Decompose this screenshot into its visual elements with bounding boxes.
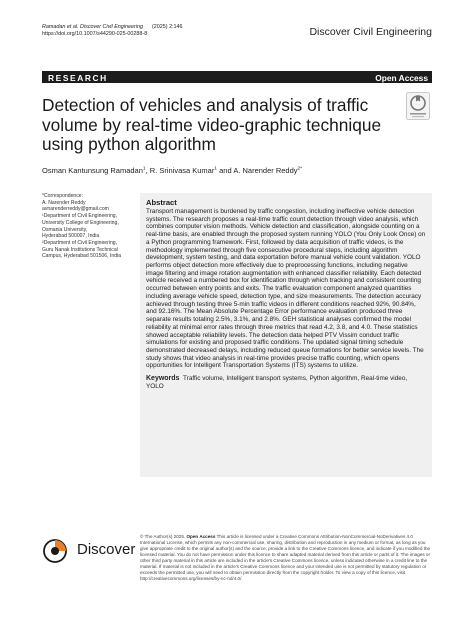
author-affiliation: 1 (214, 166, 218, 172)
keywords-label: Keywords (146, 375, 180, 383)
affiliation-line: Campus, Hyderabad 501506, India (42, 253, 122, 260)
abstract-text: Transport management is burdened by traffic congestion, including ineffective vehicle detection systems. The research proposes a real-time traffic count detection through video analysis, which combines computer vision methods. Vehicle detection and classification, alongside counting on a real-time basis, are enabled through the proposed system running YOLO (You Only Look Once) on a Python programming framework. First, followed by data acquisition of traffic videos, is the methodology implemented through five consecutive procedural steps, including algorithm development, system testing, and data exportation before manual vehicle count validation. YOLO performs object detection more effectively due to preprocessing functions, including negative image filtering and image rotation augmentation with enhanced classifier reliability. Each detected vehicle received a numbered box for identification through which tracking and consistent counting occurred between entry points and exits. The traffic evaluation component analyzed quantities including average vehicle speed, detection type, and size measurements. The detection accuracy achieved through testing three 5-min traffic videos in different conditions reached 92%, 90.84%, and 92.16%. The Mean Absolute Percentage Error performance evaluation produced three separate results totaling 2.5%, 3.1%, and 2.8%. GEH statistical analyses confirmed the model reliability at minimal error rates through three metrics that read 4.2, 3.8, and 4.0. These statistics showed acceptable reliability levels. The detection data helped PTV Vissim conduct traffic simulations for existing and proposed traffic conditions. The updated signal timing schedule demonstrated decreased delays, including reduced queue formations for better service levels. The study shows that video analysis in real-time provides precise traffic counting, which opens opportunities for Intelligent Transportation Systems (ITS) systems to utilize. (146, 208, 426, 370)
affiliation-line: ¹Department of Civil Engineering, (42, 213, 118, 220)
correspondence-notes (42, 193, 142, 260)
keywords-text: Traffic volume, Intelligent transport systems, Python algorithm, Real-time video, YOLO (146, 375, 408, 390)
abstract-heading: Abstract (146, 198, 177, 207)
author-separator: , (145, 166, 150, 175)
author-affiliation: 2* (297, 166, 303, 172)
author-name[interactable]: R. Srinivasa Kumar (149, 166, 215, 175)
correspondence-author: A. Narender Reddy (42, 199, 86, 206)
license-copyright: © The Author(s) 2025. (140, 534, 186, 539)
correspondence-email[interactable]: avnarenderreddy@gmail.com (42, 206, 109, 213)
discover-logo-icon (42, 538, 72, 564)
abstract-box (140, 193, 432, 477)
affiliation-line: Hyderabad 500007, India (42, 233, 100, 240)
open-access-label: Open Access (375, 72, 428, 83)
affiliation-line: ²Department of Civil Engineering, (42, 239, 118, 246)
license-body: This article is licensed under a Creative Commons Attribution-NonCommercial-NoDerivatives 4.0 International License, which permits any non-commercial use, sharing, distribution and reproduction in any medium or format, as long as you give appropriate credit to the original author(s) and the source, provide a link to the Creative Commons licence, and indicate if you modified the licensed material. You do not have permission under this licence to share adapted material derived from this article or parts of it. The images or other third party material in this article are included in the article's Creative Commons licence, unless indicated otherwise in a credit line to the material. If material is not included in the article's Creative Commons licence and your intended use is not permitted by statutory regulation or exceeds the permitted use, you will need to obtain permission directly from the copyright holder. To view a copy of this licence, visit http://creativecommons.org/licenses/by-nc-nd/4.0/. (140, 534, 431, 581)
discover-logo (42, 538, 142, 564)
author-name[interactable]: Osman Kantunsung Ramadan (42, 166, 143, 175)
keywords (146, 375, 426, 390)
article-title: Detection of vehicles and analysis of traffic volume by real-time video-graphic technique using python algorithm (42, 95, 382, 154)
license-open-access: Open Access (186, 534, 216, 539)
journal-name: Discover Civil Engineering (309, 26, 432, 38)
affiliation-line: Guru Nanak Institutions Technical (42, 246, 118, 253)
author-name[interactable]: A. Narender Reddy (233, 166, 298, 175)
journal-citation: Ramadan et al. Discover Civil Engineering (42, 24, 143, 30)
affiliation-line: University College of Engineering, (42, 219, 119, 226)
correspondence-label: *Correspondence: (42, 193, 84, 199)
doi-link[interactable]: https://doi.org/10.1007/s44290-025-00288-8 (42, 31, 148, 38)
citation-year: (2025) 2:146 (151, 24, 183, 30)
author-affiliation: 1 (142, 166, 146, 172)
author-list (42, 166, 432, 175)
affiliation-line: Osmania University, (42, 226, 88, 233)
author-separator: and (217, 166, 234, 175)
discover-logo-text: Discover (77, 541, 136, 558)
article-type-label: RESEARCH (48, 72, 108, 83)
running-head (42, 24, 183, 39)
license-text (140, 534, 432, 582)
check-for-updates-icon[interactable] (406, 92, 430, 120)
article-type-banner (42, 71, 432, 83)
